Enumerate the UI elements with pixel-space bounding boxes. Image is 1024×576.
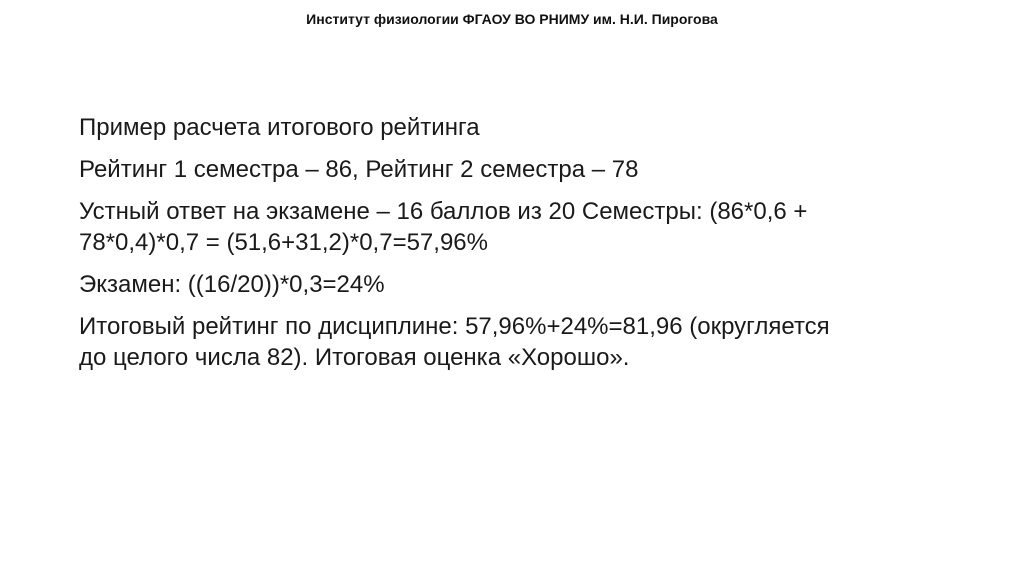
paragraph-example-title	[79, 112, 959, 143]
slide-header-title: Институт физиологии ФГАОУ ВО РНИМУ им. Н.И. Пирогова	[306, 11, 718, 27]
paragraph-line: Итоговый рейтинг по дисциплине: 57,96%+24%=81,96 (округляется	[79, 313, 830, 340]
paragraph-line: до целого числа 82). Итоговая оценка «Хорошо».	[79, 344, 630, 371]
paragraph-final-rating	[79, 311, 959, 373]
paragraph-exam-calc	[79, 269, 959, 300]
paragraph-oral-answer-calc	[79, 196, 959, 258]
paragraph-line: Пример расчета итогового рейтинга	[79, 114, 480, 141]
paragraph-line: Рейтинг 1 семестра – 86, Рейтинг 2 семестра – 78	[79, 156, 639, 183]
slide-body	[79, 112, 959, 384]
paragraph-semester-ratings	[79, 154, 959, 185]
paragraph-line: Экзамен: ((16/20))*0,3=24%	[79, 271, 385, 298]
paragraph-line: Устный ответ на экзамене – 16 баллов из 20 Семестры: (86*0,6 +	[79, 198, 808, 225]
paragraph-line: 78*0,4)*0,7 = (51,6+31,2)*0,7=57,96%	[79, 229, 488, 256]
